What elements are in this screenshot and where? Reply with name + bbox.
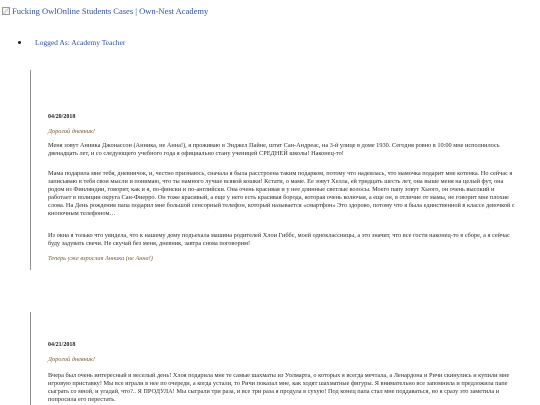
diary-entry: [30, 312, 540, 405]
entry-paragraph: Меня зовут Анника Джонассон (Анника, не Анна!), я проживаю в Энджел Пайне, штат Сан-Андреас, на 3-й улице в доме 1930. Сегодня ровно в 10:00 мне исполнилось двенадцать лет, и со следующего учебного года я официально стану ученицей СРЕДНЕЙ школы! Наконец-то!: [48, 142, 500, 157]
entry-paragraph: Вчера был очень интересный и веселый день! Хлоя подарила мне те самые шахматы из Уолмарта, о которых я всегда мечтала, а Ленардона и Ричи скинулись и купили мне игровую приставку! Мы все играли в нее по очереди, а когда устали, то Ричи показал мне, как ходят шахматные фигуры. Я внимательно все запомнила и предложила папе сыграть со мной, и угадай, что?.. Я ПРОДУЛА! Мы сыграли три раза, и все три раза я продула в сухую! Под конец папа стал мне поддаваться, но я сразу это заметила и попросила его перестать.: [48, 372, 510, 403]
banner-image-link[interactable]: [2, 6, 208, 16]
logged-as-link[interactable]: Logged As: Academy Teacher: [35, 38, 126, 47]
bullet-icon: [18, 41, 21, 44]
entry-greeting: Дорогой дневник!: [48, 356, 95, 363]
broken-image-icon: [2, 7, 10, 15]
entry-date: 04/21/2018: [48, 342, 76, 348]
entry-left-rule: [30, 312, 31, 405]
entry-paragraph: Из окна я только что увидела, что к нашему дому подъехала машина родителей Хлои Гиббс, моей одноклассницы, а это значит, что все гости наконец-то в сборе, а я сейчас буду задувать свечи. Не скучай без меня, дневник, завтра снова поговорим!: [48, 232, 510, 247]
entry-greeting: Дорогой дневник!: [48, 128, 95, 135]
entry-signoff: Теперь уже взрослая Анника (не Анна!): [48, 255, 153, 262]
entry-left-rule: [30, 70, 31, 270]
banner-alt-text: Fucking OwlOnline Students Cases | Own-Nest Academy: [12, 6, 209, 16]
entry-paragraph: Мама подарила мне тебя, дневничок, и, честно признаюсь, сначала я была расстроена таким подарком, потому что надеялась, что мамочка подарит мне котенка. Но сейчас я записываю в тебя свои мысли и понимаю, что ты намного лучше всякой кошки! Кстати, о маме. Ее зовут Хелла, ей тридцать шесть лет, она выше меня на целый фут, она родом из Финляндии, говорит, как и я, по-фински и по-английски. Она очень красивая и у нее длинные светлые волосы. Моего папу зовут Хьюго, он очень высокий и работает в полиции округа Сан-Фиерро. Он тоже красивый, а еще у него есть красивая борода, которая очень колючая, а еще он, в отличие от мамы, не говорит мне плохие слова. На День рождения папа подарил мне большой сенсорный телефон, который называется «смартфон» Это здорово, потому что я была единственной в классе девочкой с кнопочным телефоном…: [48, 170, 515, 217]
entry-date: 04/20/2018: [48, 114, 76, 120]
diary-entry: [30, 70, 540, 270]
nav-item-logged-as: [18, 38, 125, 47]
user-nav: [18, 38, 125, 47]
header-banner: [2, 2, 538, 16]
